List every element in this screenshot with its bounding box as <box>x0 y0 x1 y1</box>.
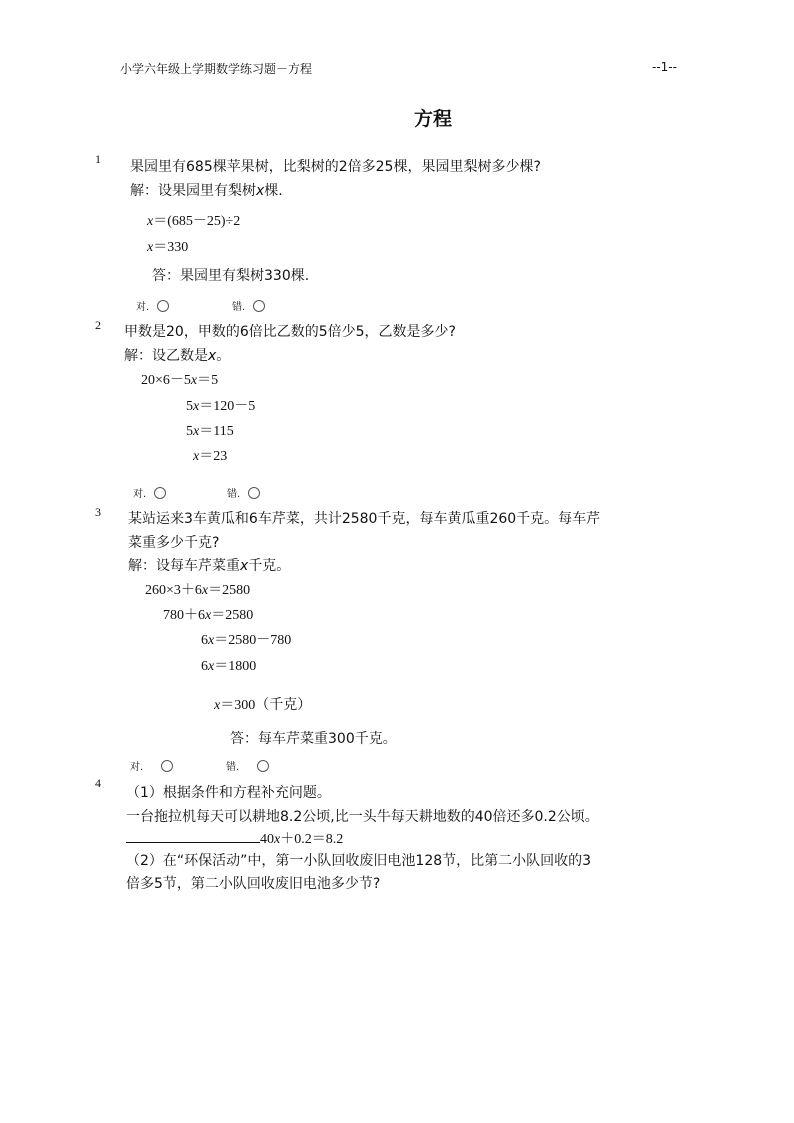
option-label: 对. <box>136 302 150 313</box>
option-label: 错. <box>226 762 240 773</box>
option-wrong[interactable] <box>226 758 269 773</box>
solution-setup: 解：设乙数是x。 <box>124 348 231 364</box>
equation-line: x＝(685－25)÷2 <box>147 214 241 229</box>
equation-line: x＝330 <box>147 240 189 255</box>
header-title: 小学六年级上学期数学练习题－方程 <box>120 62 313 76</box>
option-label: 错. <box>227 489 241 500</box>
question-number: 1 <box>95 152 101 166</box>
question-text: 一台拖拉机每天可以耕地8.2公顷,比一头牛每天耕地数的40倍还多0.2公顷。 <box>126 809 599 825</box>
equation-line: 5x＝115 <box>186 424 234 439</box>
question-text: 果园里有685棵苹果树，比梨树的2倍多25棵，果园里梨树多少棵? <box>130 159 541 175</box>
option-correct[interactable] <box>130 758 173 773</box>
equation-line: x＝23 <box>193 449 228 464</box>
fill-in-line: 40x＋0.2＝8.2 <box>126 828 343 848</box>
equation-line: x＝300（千克） <box>214 698 312 713</box>
question-number: 4 <box>95 776 101 790</box>
radio-correct[interactable] <box>157 300 169 312</box>
option-label: 错. <box>232 302 246 313</box>
question-text: 甲数是20，甲数的6倍比乙数的5倍少5，乙数是多少? <box>124 324 456 340</box>
radio-wrong[interactable] <box>253 300 265 312</box>
option-wrong[interactable] <box>227 485 260 500</box>
options-row-clipped <box>130 758 330 773</box>
option-correct[interactable] <box>133 485 166 500</box>
question-number: 2 <box>95 318 101 332</box>
equation-line: 780＋6x＝2580 <box>163 608 254 623</box>
radio-wrong[interactable] <box>257 760 269 772</box>
question-text-continued: 菜重多少千克? <box>128 535 220 551</box>
equation-line: 5x＝120－5 <box>186 399 256 414</box>
question-number: 3 <box>95 505 101 519</box>
question-text-continued: 倍多5节，第二小队回收废旧电池多少节? <box>126 876 381 892</box>
solution-setup: 解：设果园里有梨树x棵. <box>130 183 283 199</box>
question-part-label: （1）根据条件和方程补充问题。 <box>126 785 331 801</box>
solution-setup: 解：设每车芹菜重x千克。 <box>128 558 291 574</box>
question-text: 某站运来3车黄瓜和6车芹菜，共计2580千克，每车黄瓜重260千克。每车芹 <box>128 511 601 527</box>
option-label: 对. <box>133 489 147 500</box>
equation-line: 6x＝2580－780 <box>201 633 292 648</box>
radio-correct[interactable] <box>161 760 173 772</box>
question-text: （2）在“环保活动”中，第一小队回收废旧电池128节，比第二小队回收的3 <box>126 853 592 869</box>
radio-wrong[interactable] <box>248 487 260 499</box>
equation-line: 260×3＋6x＝2580 <box>145 583 251 598</box>
radio-correct[interactable] <box>154 487 166 499</box>
option-wrong[interactable] <box>232 298 265 313</box>
page-number: --1-- <box>652 60 677 74</box>
answer-blank[interactable] <box>126 830 260 843</box>
equation-line: 20×6－5x＝5 <box>141 373 219 388</box>
equation-line: 6x＝1800 <box>201 659 257 674</box>
page-title: 方程 <box>414 108 453 130</box>
answer-text: 答：每车芹菜重300千克。 <box>230 731 397 747</box>
answer-text: 答：果园里有梨树330棵. <box>152 268 310 284</box>
option-label: 对. <box>130 762 144 773</box>
option-correct[interactable] <box>136 298 169 313</box>
